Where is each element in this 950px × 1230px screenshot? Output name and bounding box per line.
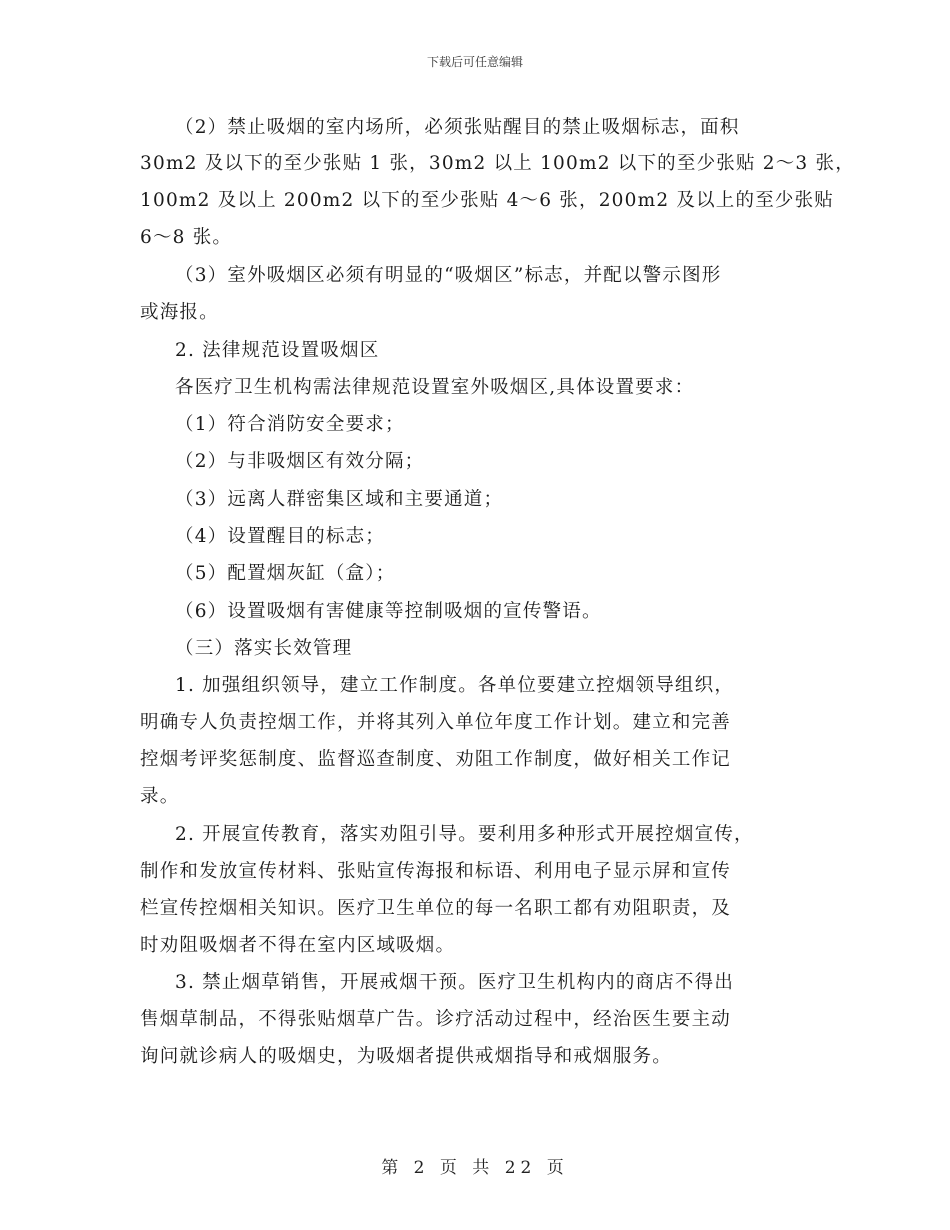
list-item: （2）与非吸烟区有效分隔； — [175, 451, 425, 472]
paragraph-line: 30m2 及以下的至少张贴 1 张，30m2 以上 100m2 以下的至少张贴 2～3 张， — [140, 153, 855, 174]
page-header: 下载后可任意编辑 — [426, 55, 523, 69]
list-item: （3）远离人群密集区域和主要通道； — [175, 489, 504, 510]
section-heading: （三）落实长效管理 — [175, 638, 353, 659]
paragraph-line: 控烟考评奖惩制度、监督巡查制度、劝阻工作制度，做好相关工作记 — [140, 749, 732, 770]
paragraph-line: 3. 禁止烟草销售，开展戒烟干预。医疗卫生机构内的商店不得出 — [175, 972, 735, 993]
paragraph-line: （2）禁止吸烟的室内场所，必须张贴醒目的禁止吸烟标志，面积 — [175, 117, 740, 138]
paragraph-line: （3）室外吸烟区必须有明显的“吸烟区”标志，并配以警示图形 — [175, 265, 722, 286]
paragraph-line: 栏宣传控烟相关知识。医疗卫生单位的每一名职工都有劝阻职责，及 — [140, 898, 732, 919]
section-heading: 2. 法律规范设置吸烟区 — [175, 340, 380, 361]
paragraph-line: 各医疗卫生机构需法律规范设置室外吸烟区,具体设置要求： — [175, 377, 695, 398]
list-item: （5）配置烟灰缸（盒）； — [175, 563, 396, 584]
list-item: （1）符合消防安全要求； — [175, 414, 405, 435]
paragraph-line: 100m2 及以上 200m2 以下的至少张贴 4～6 张，200m2 及以上的至少张贴 — [140, 190, 834, 211]
paragraph-line: 询问就诊病人的吸烟史，为吸烟者提供戒烟指导和戒烟服务。 — [140, 1046, 672, 1067]
paragraph-line: 明确专人负责控烟工作，并将其列入单位年度工作计划。建立和完善 — [140, 712, 732, 733]
paragraph-line: 售烟草制品，不得张贴烟草广告。诊疗活动过程中，经治医生要主动 — [140, 1009, 732, 1030]
paragraph-line: 2. 开展宣传教育，落实劝阻引导。要利用多种形式开展控烟宣传， — [175, 824, 754, 845]
paragraph-line: 6～8 张。 — [140, 227, 233, 248]
list-item: （6）设置吸烟有害健康等控制吸烟的宣传警语。 — [175, 601, 602, 622]
paragraph-line: 或海报。 — [140, 302, 219, 323]
paragraph-line: 时劝阻吸烟者不得在室内区域吸烟。 — [140, 935, 456, 956]
page-number-footer: 第 2 页 共 22 页 — [381, 1158, 569, 1178]
paragraph-line: 制作和发放宣传材料、张贴宣传海报和标语、利用电子显示屏和宣传 — [140, 861, 732, 882]
list-item: （4）设置醒目的标志； — [175, 526, 385, 547]
paragraph-line: 1. 加强组织领导，建立工作制度。各单位要建立控烟领导组织， — [175, 675, 735, 696]
paragraph-line: 录。 — [140, 786, 180, 807]
